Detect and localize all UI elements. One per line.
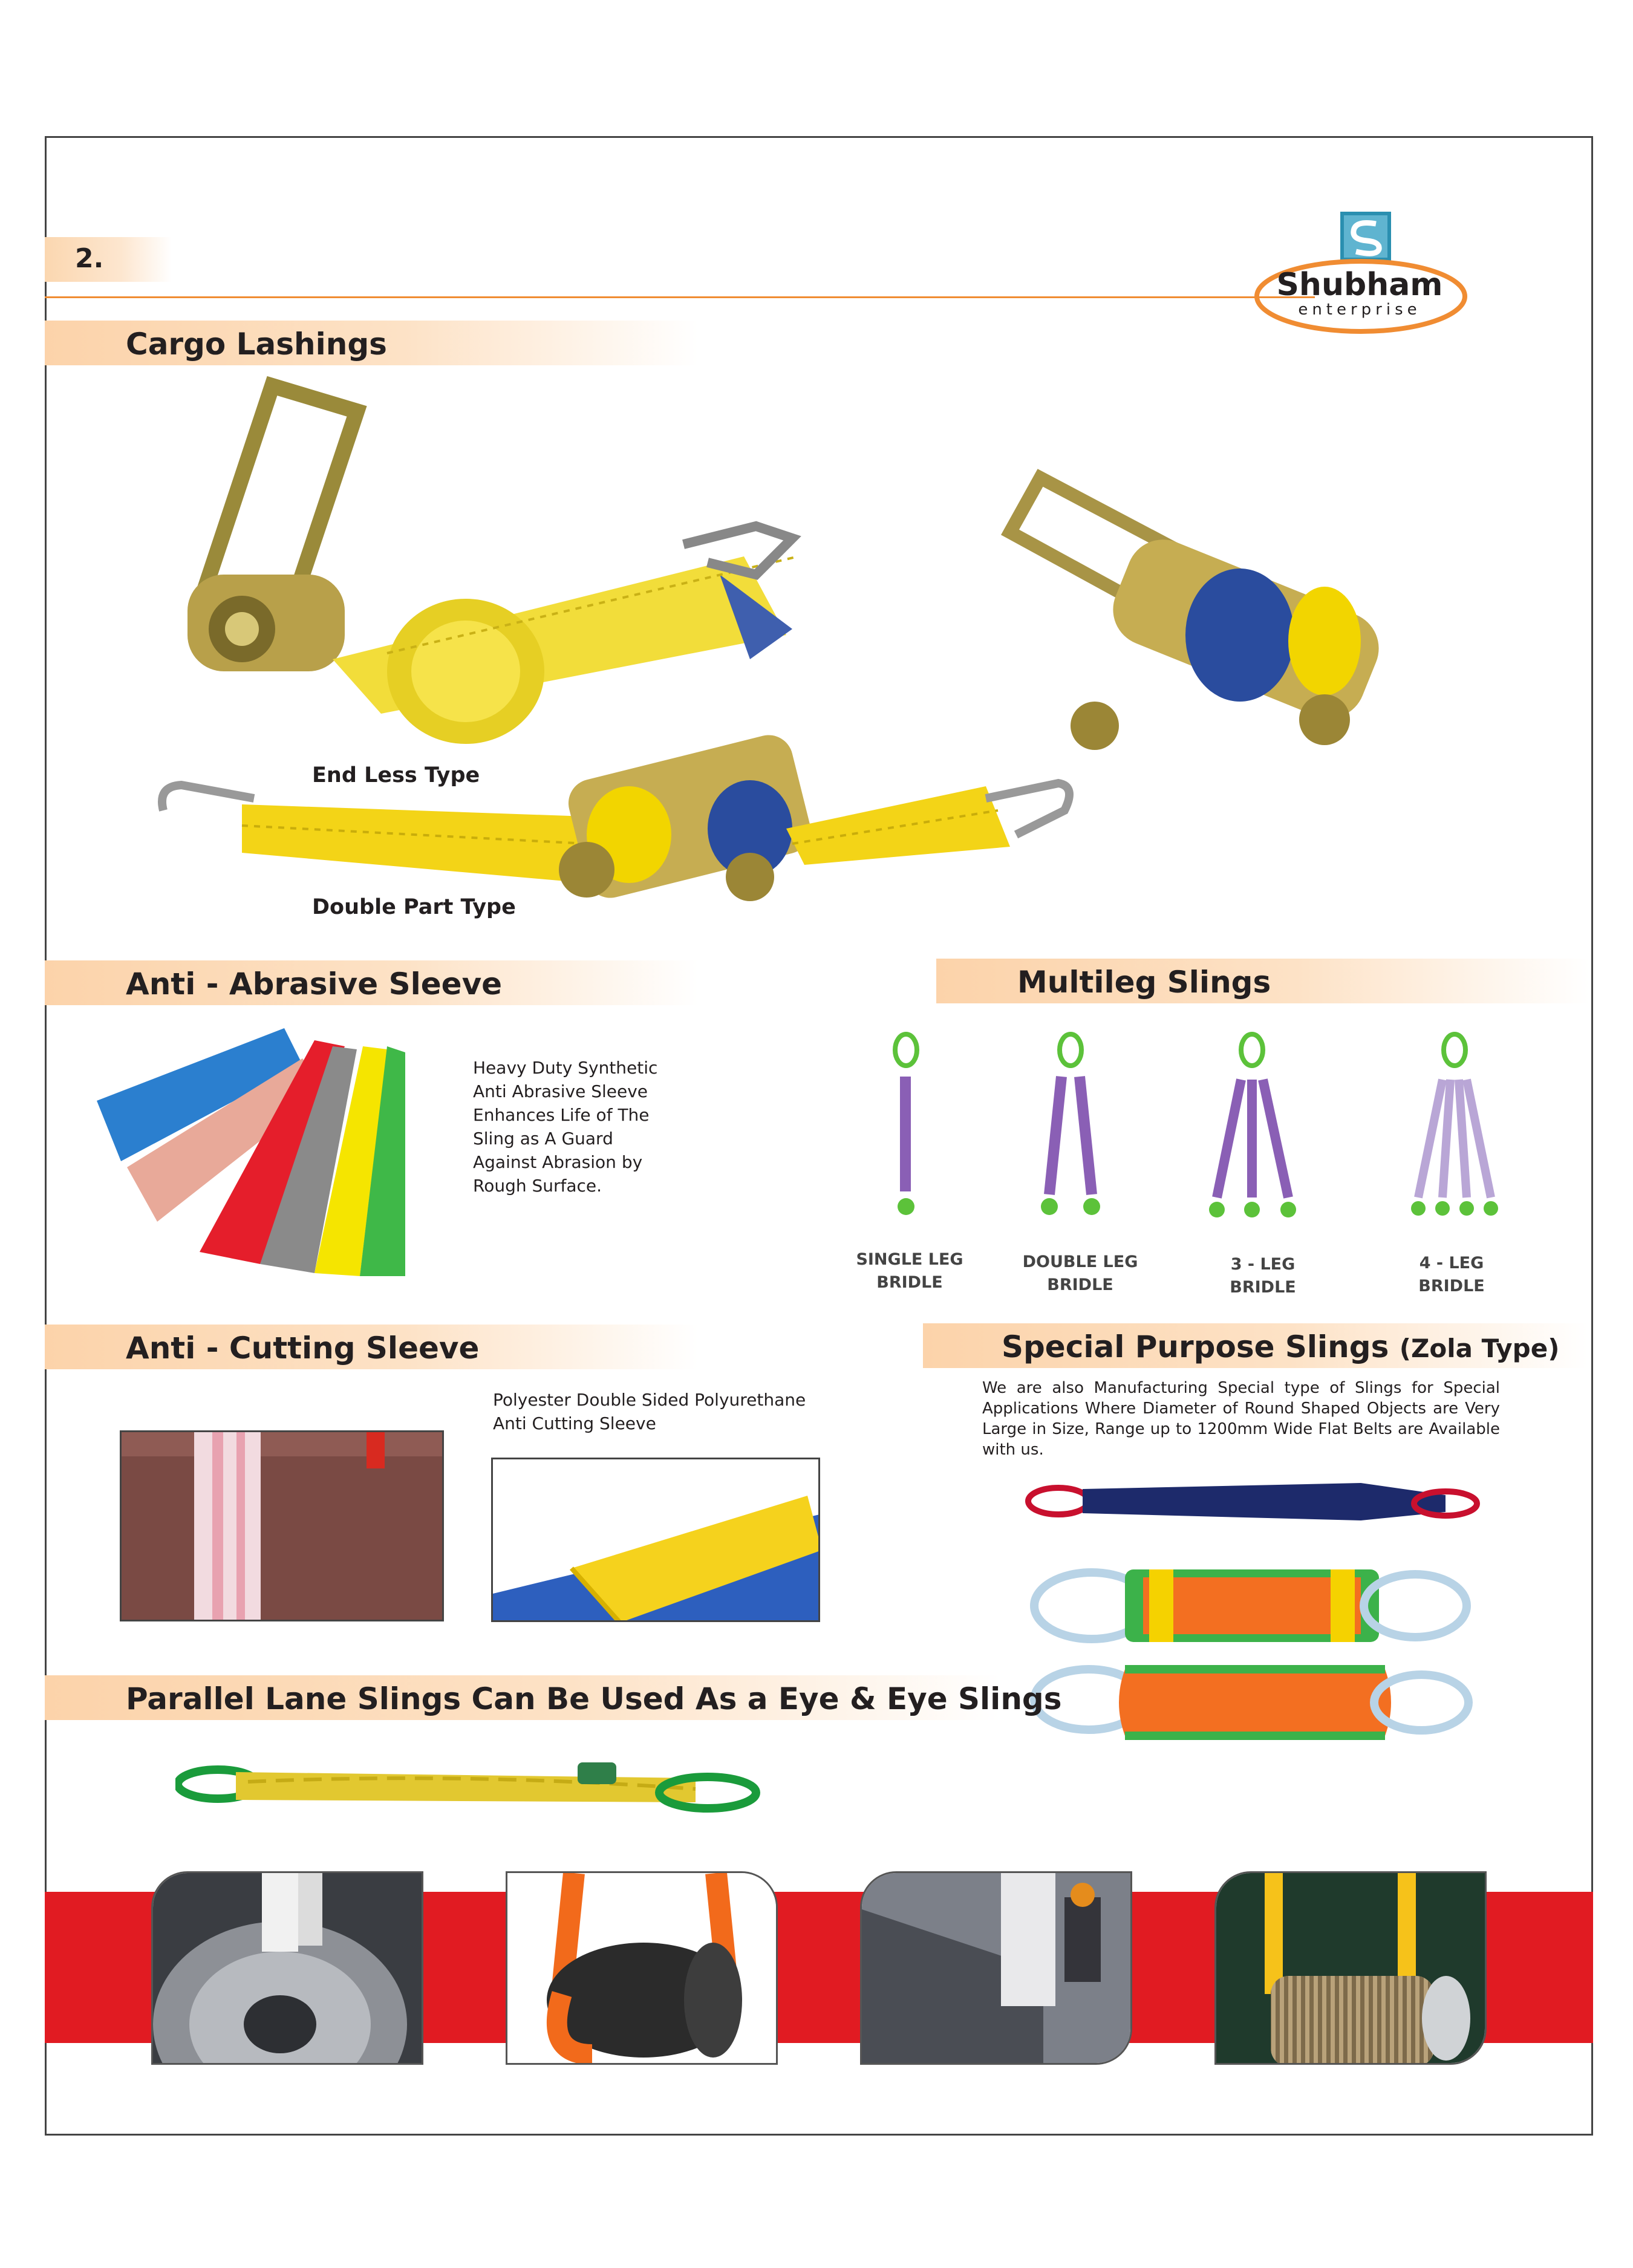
- section-header-cargo-lashings: [45, 321, 698, 365]
- section-title: Anti - Abrasive Sleeve: [126, 966, 503, 1002]
- endless-ratchet-image: [151, 375, 804, 762]
- page-number-tab: [45, 237, 172, 282]
- section-header-anti-abrasive: [45, 960, 698, 1005]
- special-purpose-description: We are also Manufacturing Special type of Slings for Special Applications Where Diameter of Round Shaped Objects are Very Large in Size, Range up to 1200mm Wide Flat Belts are Available with us.: [982, 1379, 1500, 1459]
- anti-abrasive-description: Heavy Duty Synthetic Anti Abrasive Sleeve Enhances Life of The Sling as A Guard Against Abrasion by Rough Surface.: [473, 1058, 658, 1196]
- company-logo: [1252, 212, 1470, 339]
- section-title: Parallel Lane Slings Can Be Used As a Eye & Eye Slings: [126, 1681, 1062, 1716]
- application-photo-rotor: [1214, 1871, 1487, 2065]
- header-rule: [45, 296, 1315, 298]
- bridle-label-4-leg: 4 - LEG BRIDLE: [1418, 1254, 1485, 1295]
- anti-abrasive-sleeve-image: [85, 1022, 411, 1282]
- section-title: Special Purpose Slings (Zola Type): [1002, 1329, 1560, 1364]
- bridle-label-3-leg: 3 - LEG BRIDLE: [1230, 1255, 1296, 1297]
- caption-double-part: Double Part Type: [312, 895, 516, 919]
- caption-end-less: End Less Type: [312, 763, 480, 787]
- double-part-ratchet-image: [151, 708, 1083, 901]
- section-title: Anti - Cutting Sleeve: [126, 1331, 480, 1366]
- section-header-multileg: [936, 959, 1589, 1003]
- logo-tagline: enterprise: [1298, 301, 1421, 319]
- section-header-parallel-lane: [45, 1675, 1062, 1720]
- anti-cutting-photo-sleeve: [491, 1458, 820, 1622]
- multileg-slings-image: [871, 1028, 1536, 1228]
- bridle-label-double: DOUBLE LEG BRIDLE: [1022, 1253, 1138, 1294]
- page-number: 2.: [75, 243, 104, 274]
- section-title: Cargo Lashings: [126, 327, 387, 362]
- logo-name: Shubham: [1276, 267, 1443, 303]
- section-title: Multileg Slings: [1017, 965, 1271, 1000]
- section-header-anti-cutting: [45, 1325, 698, 1369]
- parallel-lane-sling-image: [175, 1754, 768, 1820]
- application-photo-roll: [506, 1871, 778, 2065]
- application-photo-coil: [151, 1871, 423, 2065]
- bridle-label-single: SINGLE LEG BRIDLE: [856, 1250, 963, 1292]
- anti-cutting-description: Polyester Double Sided Polyurethane Anti Cutting Sleeve: [493, 1390, 806, 1433]
- application-photo-beam: [860, 1871, 1132, 2065]
- special-purpose-slings-image: [1022, 1470, 1494, 1748]
- section-header-special-purpose: [923, 1323, 1588, 1368]
- anti-cutting-photo-beam: [120, 1430, 444, 1621]
